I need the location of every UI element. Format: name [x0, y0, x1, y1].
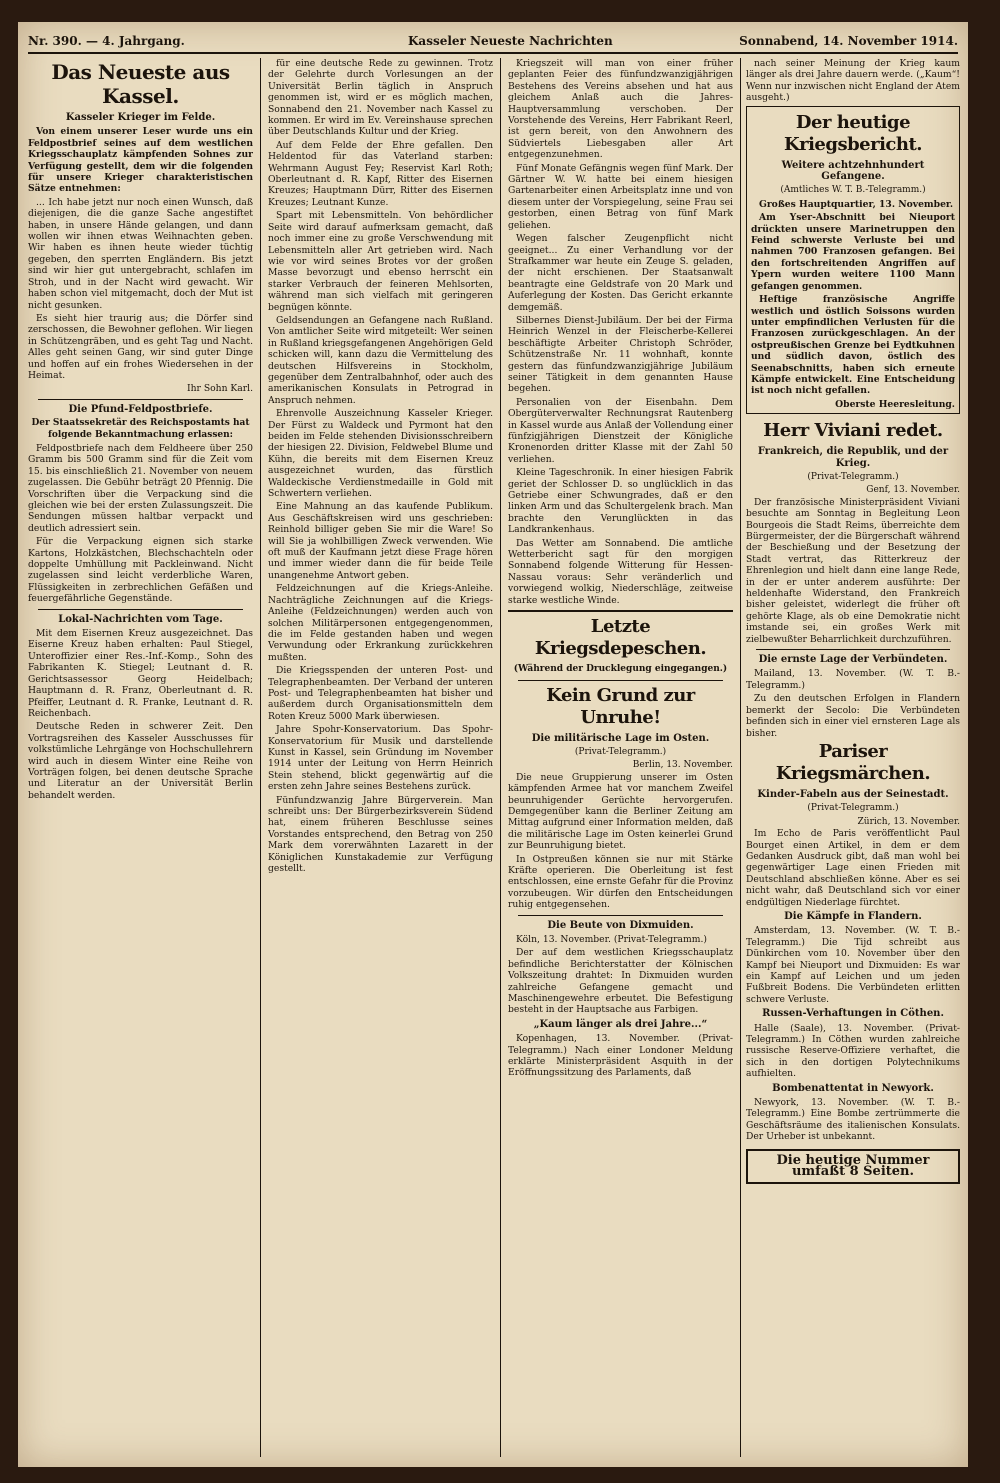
subhead-newyork: Bombenattentat in Newyork.: [772, 1082, 934, 1094]
article-paragraph: Ehrenvolle Auszeichnung Kasseler Krieger. Der Fürst zu Waldeck und Pyrmont hat den beiden im Felde stehenden Divisionsschreibern der hiesigen 22. Division, Feldwebel Blume und Kühn, die bereits mit dem Eisernen Kreuz ausgezeichnet wurden, das fürstlich Waldeckische Verdienstmedaille in Gold mit Schwertern verliehen.: [268, 408, 493, 500]
article-paragraph: Im Echo de Paris veröffentlicht Paul Bourget einen Artikel, in dem er dem Gedanken Ausdruck gibt, daß man wohl bei gegenwärtiger Lage einen Frieden mit Deutschland abschließen könne. Aber es sei nicht wahr, daß Deutschland sich vor einer endgültigen Niederlage fürchtet.: [746, 828, 960, 908]
column-3: [508, 58, 733, 1457]
article-paragraph: Für die Verpackung eignen sich starke Kartons, Holzkästchen, Blechschachteln oder doppelte Umhüllung mit Packleinwand. Nicht zugelassen sind leicht verderbliche Waren, Flüssigkeiten in zerbrechlichen Gefäßen und feuergefährliche Gegenstände.: [28, 536, 253, 605]
divider: [756, 649, 950, 650]
divider: [508, 610, 733, 612]
article-paragraph: Fünf Monate Gefängnis wegen fünf Mark. Der Gärtner W. W. hatte bei einem hiesigen Gartenarbeiter einen Arbeitsplatz inne und von diesem unter der Vorspiegelung, seine Frau sei gestorben, einen Betrag von fünf Mark geliehen.: [508, 162, 733, 231]
telegram-label: (Amtliches W. T. B.-Telegramm.): [780, 185, 926, 196]
article-paragraph: Der französische Ministerpräsident Viviani besuchte am Sonntag in Begleitung Leon Bourgeois die Stadt Reims, überreichte dem Bürgermeister, der die Bürgerschaft während der Beschießung und der Besetzung der Stadt vertrat, das Ritterkreuz der Ehrenlegion und hielt dann eine lange Rede, in der er unter anderem ausführte: Der heldenhafte Widerstand, den Frankreich bisher geleistet, widerlegt die früher oft gehörte Klage, als ob eine Demokratie nicht imstande sei, ein großes Werk mit zielbewußter Beharrlichkeit durchzuführen.: [746, 496, 960, 645]
intro-paragraph: Von einem unserer Leser wurde uns ein Feldpostbrief seines auf dem westlichen Kriegsschauplatz kämpfenden Sohnes zur Verfügung gestellt, dem wir die folgenden für unsere Krieger charakteristischen Sätze entnehmen:: [28, 126, 253, 195]
divider: [518, 680, 723, 681]
article-paragraph: Feldzeichnungen auf die Kriegs-Anleihe. Nachträgliche Zeichnungen auf die Kriegs-Anleihe (Feldzeichnungen) werden auch von solchen Militärpersonen entgegengenommen, die im Felde gestanden haben und wegen Verwundung oder Erkrankung zurückkehren mußten.: [268, 583, 493, 663]
article-paragraph: Die neue Gruppierung unserer im Osten kämpfenden Armee hat vor manchem Zweifel beunruhigender Gerüchte hervorgerufen. Demgegenüber kann die Berliner Zeitung am Mittag aufgrund einer Information melden, daß die militärische Lage im Osten keinerlei Grund zur Beunruhigung bietet.: [508, 771, 733, 852]
column-2: [268, 58, 493, 1457]
dateline: Genf, 13. November.: [866, 485, 960, 496]
article-paragraph: Silbernes Dienst-Jubiläum. Der bei der Firma Heinrich Wenzel in der Fleischerbe-Kellerei beschäftigte Arbeiter Christoph Schröder, Schützenstraße Nr. 11 wohnhaft, konnte gestern das fünfundzwanzigjährige Jubiläum seiner Tätigkeit in dem genannten Hause begehen.: [508, 314, 733, 395]
headline-unruhe: Kein Grund zur Unruhe!: [546, 684, 695, 728]
telegram-label: (Privat-Telegramm.): [574, 746, 667, 757]
article-paragraph: Feldpostbriefe nach dem Feldheere über 250 Gramm bis 500 Gramm sind für die Zeit vom 15. bis einschließlich 21. November von neuem zugelassen. Die Gebühr beträgt 20 Pfennig. Die Vorschriften über die Verpackung sind die gleichen wie bei der ersten Zulassungszeit. Die Sendungen müssen haltbar verpackt und deutlich adressiert sein.: [28, 442, 253, 534]
article-paragraph: Auf dem Felde der Ehre gefallen. Den Heldentod für das Vaterland starben: Wehrmann August Fey; Reservist Karl Roth; Oberleutnant d. R. Kapf, Ritter des Eisernen Kreuzes; Hauptmann Dürr, Ritter des Eisernen Kreuzes; Leutnant Kunze.: [268, 139, 493, 208]
subhead-gefangene: Weitere achtzehnhundert Gefangene.: [781, 159, 925, 183]
article-paragraph: Personalien von der Eisenbahn. Dem Obergüterverwalter Rechnungsrat Rautenberg in Kassel wurde aus Anlaß der Vollendung einer fünfzigjährigen Dienstzeit der Königliche Kronenorden dritter Klasse mit der Zahl 50 verliehen.: [508, 396, 733, 465]
article-paragraph: Heftige französische Angriffe westlich und östlich Soissons wurden unter empfindlichen Verlusten für die Franzosen zurückgeschlagen. An der ostpreußischen Grenze bei Eydtkuhnen und südlich davon, östlich des Seenabschnitts, haben sich erneute Kämpfe entwickelt. Eine Entscheidung ist noch nicht gefallen.: [751, 294, 955, 397]
article-paragraph: Der auf dem westlichen Kriegsschauplatz befindliche Berichterstatter der Kölnischen Volkszeitung drahtet: In Dixmuiden wurden zahlreiche Gefangene gemacht und Maschinengewehre erbeutet. Die Befestigung besteht in der Hauptsache aus Farbigen.: [508, 947, 733, 1016]
headline-kassel: Das Neueste aus Kassel.: [51, 60, 230, 108]
masthead: [28, 30, 958, 54]
article-paragraph: nach seiner Meinung der Krieg kaum länger als drei Jahre dauern werde. („Kaum“! Wenn nur inzwischen nicht England der Atem ausgeht.): [746, 58, 960, 104]
dateline: Mailand, 13. November. (W. T. B.-Telegramm.): [746, 668, 960, 691]
subhead-republik: Frankreich, die Republik, und der Krieg.: [757, 446, 949, 469]
article-paragraph: Zu den deutschen Erfolgen in Flandern bemerkt der Secolo: Die Verbündeten befinden sich in einer viel ernsteren Lage als bisher.: [746, 693, 960, 739]
article-paragraph: Mit dem Eisernen Kreuz ausgezeichnet. Das Eiserne Kreuz haben erhalten: Paul Stiegel, Unteroffizier einer Res.-Inf.-Komp., Sohn des Fabrikanten K. Stiegel; Leutnant d. R. Gerichtsassessor Georg Heidelbach; Hauptmann d. R. Franz, Oberleutnant d. R. Pfeiffer, Leutnant d. R. Franke, Leutnant d. R. Reichenbach.: [28, 628, 253, 719]
article-paragraph: Halle (Saale), 13. November. (Privat-Telegramm.) In Cöthen wurden zahlreiche russische Reserve-Offiziere verhaftet, die sich in den dortigen Polytechnikums aufhielten.: [746, 1022, 960, 1080]
subhead-lokal: Lokal-Nachrichten vom Tage.: [58, 613, 223, 625]
article-paragraph: Eine Mahnung an das kaufende Publikum. Aus Geschäftskreisen wird uns geschrieben: Reinhold billiger geben Sie mir die Ware! So will Sie ja wohlbilligen Zweck verwenden. Wie oft muß der Kaufmann jetzt diese Frage hören und immer wieder dann die für beide Teile unangenehme Antwort geben.: [268, 501, 493, 581]
paper-title: Kasseler Neueste Nachrichten: [408, 34, 613, 48]
article-paragraph: Amsterdam, 13. November. (W. T. B.-Telegramm.) Die Tijd schreibt aus Dünkirchen vom 10. November über den Kampf bei Nieuport und Dixmuiden: Es war ein Kampf auf Leichen und um jeden Fußbreit Bodens. Die Verbündeten erlitten schwere Verluste.: [746, 925, 960, 1005]
telegram-label: (Privat-Telegramm.): [807, 803, 899, 814]
dateline: Köln, 13. November. (Privat-Telegramm.): [516, 934, 707, 945]
divider: [38, 399, 243, 400]
article-paragraph: Jahre Spohr-Konservatorium. Das Spohr-Konservatorium für Musik und darstellende Kunst in Kassel, sein Gründung im November 1914 unter der Leitung von Herrn Heinrich Stein stehend, blickt gegenwärtig auf die ersten zehn Jahre seines Bestehens zurück.: [268, 724, 493, 793]
issue-date: Sonnabend, 14. November 1914.: [739, 34, 958, 48]
article-paragraph: für eine deutsche Rede zu gewinnen. Trotz der Gelehrte durch Vorlesungen an der Universität Berlin täglich in Anspruch genommen ist, wird er es möglich machen, Sonnabend den 21. November nach Kassel zu kommen. Er wird im Ev. Vereinshause sprechen über Deutschlands Kultur und der Krieg.: [268, 58, 493, 138]
signature: Ihr Sohn Karl.: [186, 383, 253, 395]
article-paragraph: Deutsche Reden in schwerer Zeit. Den Vortragsreihen des Kasseler Ausschusses für volkstümliche Lehrgänge von Hochschullehrern wird auch in diesem Winter eine Reihe von Vorträgen folgen, bei denen deutsche Sprache und Literatur an der Universität Berlin behandelt werden.: [28, 721, 253, 801]
subhead-coethen: Russen-Verhaftungen in Cöthen.: [762, 1008, 944, 1020]
article-paragraph: Spart mit Lebensmitteln. Von behördlicher Seite wird darauf aufmerksam gemacht, daß noch immer eine zu große Verschwendung mit Lebensmitteln aller Art getrieben wird. Nach wie vor wird seines Brotes vor der großen Masse bevorzugt und ebenso herrscht ein starker Verbrauch der feineren Mehlsorten, während man sich vielfach mit geringeren begnügen könnte.: [268, 210, 493, 313]
article-paragraph: Fünfundzwanzig Jahre Bürgerverein. Man schreibt uns: Der Bürgerbezirksverein Südend hat, einem früheren Beschlusse seines Vorstandes entsprechend, den Betrag von 250 Mark dem vorerwähnten Lazarett in der Königlichen Kunstakademie zur Verfügung gestellt.: [268, 794, 493, 875]
article-paragraph: Kriegszeit will man von einer früher geplanten Feier des fünfundzwanzigjährigen Bestehens des Vereins absehen und hat aus gleichem Anlaß auch die Jahres-Hauptversammlung verschoben. Der Vorstehende des Vereins, Herr Fabrikant Reerl, ist gern bereit, von den Anwohnern des Südviertels Liebesgaben aller Art entgegenzunehmen.: [508, 58, 733, 161]
page-count-note: Die heutige Nummer umfaßt 8 Seiten.: [746, 1149, 960, 1184]
article-paragraph: Kleine Tageschronik. In einer hiesigen Fabrik geriet der Schlosser D. so unglücklich in das Getriebe einer Schwungrades, daß er den linken Arm und das Schultergelenk brach. Man brachte den Verunglückten in das Landkrankenhaus.: [508, 467, 733, 536]
newspaper-page: [18, 22, 968, 1467]
divider: [518, 915, 723, 916]
dateline: Zürich, 13. November.: [857, 816, 960, 827]
column-1: [28, 58, 253, 1457]
dateline: Großes Hauptquartier, 13. November.: [759, 198, 954, 210]
subhead-dixmuiden: Die Beute von Dixmuiden.: [547, 919, 694, 931]
subhead-verbuendete: Die ernste Lage der Verbündeten.: [758, 654, 948, 666]
article-paragraph: Kopenhagen, 13. November. (Privat-Telegramm.) Nach einer Londoner Meldung erklärte Ministerpräsident Asquith in der Eröffnungssitzung des Parlaments, daß: [508, 1033, 733, 1079]
subhead-krieger: Kasseler Krieger im Felde.: [65, 112, 216, 123]
article-paragraph: ... Ich habe jetzt nur noch einen Wunsch, daß diejenigen, die die ganze Sache angestiftet haben, in unsere Hände gelangen, und dann wollen wir ihnen etwas Weihnachten geben. Wir haben es ihnen heute wieder tüchtig gegeben, den sperrten Engländern. Bis jetzt sind wir hier gut untergebracht, schlafen im Stroh, und in der Nacht wird gewacht. Wir haben schon viel mitgemacht, doch der Mut ist nicht gesunken.: [28, 196, 253, 311]
article-paragraph: In Ostpreußen können sie nur mit Stärke Kräfte operieren. Die Oberleitung ist fest entschlossen, eine ernste Gefahr für die Provinz vorzubeugen. Wir dürfen den Entscheidungen ruhig entgegensehen.: [508, 853, 733, 911]
box-kriegsbericht: [746, 106, 960, 415]
headline-viviani: Herr Viviani redet.: [763, 420, 943, 442]
subhead-feldpost-intro: Der Staatssekretär des Reichspostamts hat folgende Bekanntmachung erlassen:: [31, 418, 250, 440]
headline-kriegsbericht: Der heutige Kriegsbericht.: [783, 111, 923, 155]
telegram-label: (Privat-Telegramm.): [807, 471, 899, 482]
article-paragraph: Das Wetter am Sonnabend. Die amtliche Wetterbericht sagt für den morgigen Sonnabend folgende Witterung für Hessen-Nassau voraus: Sehr veränderlich und vorwiegend wolkig, Niederschläge, zeitweise starke westliche Winde.: [508, 537, 733, 606]
column-4: [746, 58, 960, 1457]
article-paragraph: Am Yser-Abschnitt bei Nieuport drückten unsere Marinetruppen den Feind schwerste Verluste bei und nahmen 700 Franzosen gefangen. Bei den fortschreitenden Angriffen auf Ypern wurden weitere 1100 Mann gefangen genommen.: [751, 212, 955, 292]
article-paragraph: Newyork, 13. November. (W. T. B.-Telegramm.) Eine Bombe zertrümmerte die Geschäftsräume des italienischen Konsulats. Der Urheber ist unbekannt.: [746, 1097, 960, 1143]
depeschen-note: (Während der Drucklegung eingegangen.): [513, 664, 728, 675]
column-rule: [260, 58, 261, 1457]
divider: [38, 609, 243, 610]
column-rule: [740, 58, 741, 1457]
article-paragraph: Wegen falscher Zeugenpflicht nicht geeignet... Zu einer Verhandlung vor der Strafkammer war heute ein Zeuge S. geladen, der nicht erschienen. Der Staatsanwalt beantragte eine Geldstrafe von 20 Mark und Auferlegung der Kosten. Das Gericht erkannte demgemäß.: [508, 233, 733, 313]
headline-pariser: Pariser Kriegsmärchen.: [775, 740, 931, 784]
dateline: Berlin, 13. November.: [632, 760, 733, 771]
subhead-drei-jahre: „Kaum länger als drei Jahre...“: [533, 1018, 708, 1030]
subhead-flandern: Die Kämpfe in Flandern.: [784, 910, 922, 922]
subhead-feldpost: Die Pfund-Feldpostbriefe.: [68, 403, 213, 415]
headline-depeschen: Letzte Kriegsdepeschen.: [534, 616, 707, 660]
signature: Oberste Heeresleitung.: [835, 398, 955, 410]
column-rule: [500, 58, 501, 1457]
subhead-kinder-fabeln: Kinder-Fabeln aus der Seinestadt.: [757, 788, 949, 800]
article-paragraph: Es sieht hier traurig aus; die Dörfer sind zerschossen, die Bewohner geflohen. Wir liegen in Schützengräben, und es geht Tag und Nacht. Alles geht seinen Gang, wir sind guter Dinge und hoffen auf ein frohes Wiedersehen in der Heimat.: [28, 312, 253, 381]
article-paragraph: Geldsendungen an Gefangene nach Rußland. Von amtlicher Seite wird mitgeteilt: Wer seinen in Rußland kriegsgefangenen Angehörigen Geld schicken will, kann dazu die Vermittelung des deutschen Hilfsvereins in Stockholm, gegenüber dem Zentralbahnhof, oder auch des amerikanischen Konsulats in Petrograd in Anspruch nehmen.: [268, 314, 493, 406]
issue-number: Nr. 390. — 4. Jahrgang.: [28, 34, 185, 48]
subhead-osten: Die militärische Lage im Osten.: [531, 732, 710, 744]
article-paragraph: Die Kriegsspenden der unteren Post- und Telegraphenbeamten. Der Verband der unteren Post- und Telegraphenbeamten hat bisher und außerdem durch Organisationsmitteln dem Roten Kreuz 5000 Mark überwiesen.: [268, 665, 493, 722]
